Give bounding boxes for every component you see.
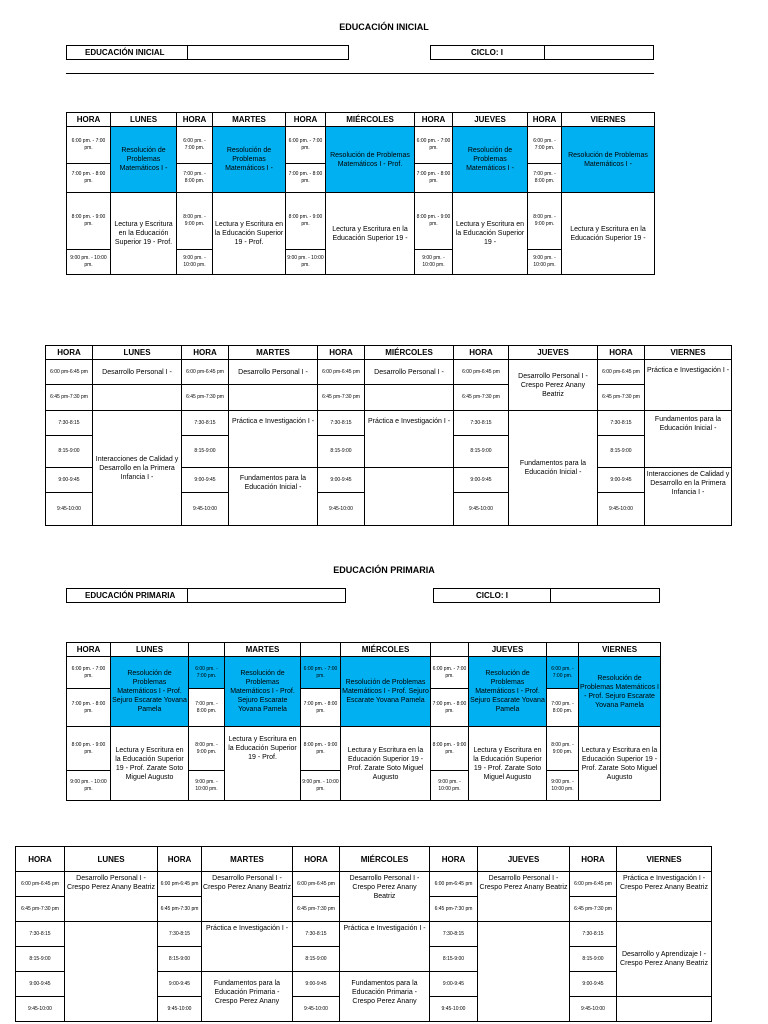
course-cell: Desarrollo Personal I - <box>365 360 454 385</box>
time-cell: 8:15-9:00 <box>570 947 617 972</box>
course-cell: Lectura y Escritura en la Educación Superior 19 - Prof. Zarate Soto Miguel Augusto <box>111 727 189 801</box>
col-header: HORA <box>598 346 645 360</box>
time-cell: 8:15-9:00 <box>46 436 93 468</box>
time-cell: 9:00-9:45 <box>318 468 365 493</box>
time-cell: 6:00 pm-6:45 pm <box>430 872 478 897</box>
col-header: HORA <box>16 847 65 872</box>
col-header: HORA <box>67 643 111 657</box>
time-cell: 6:00 pm. - 7:00 pm. <box>431 657 469 689</box>
col-header: HORA <box>454 346 509 360</box>
time-cell: 7:00 pm. - 8:00 pm. <box>189 689 225 727</box>
col-header: LUNES <box>65 847 158 872</box>
time-cell: 9:00 pm. - 10:00 pm. <box>286 250 326 275</box>
time-cell: 7:00 pm. - 8:00 pm. <box>547 689 579 727</box>
course-cell: Práctica e Investigación I - <box>202 922 293 972</box>
time-cell: 7:30-8:15 <box>598 411 645 436</box>
empty-cell <box>365 385 454 411</box>
time-cell: 6:00 pm-6:45 pm <box>158 872 202 897</box>
time-cell: 8:15-9:00 <box>598 436 645 468</box>
col-header: LUNES <box>111 113 177 127</box>
time-cell: 9:45-10:00 <box>158 997 202 1022</box>
col-header: HORA <box>430 847 478 872</box>
course-cell: Resolución de Problemas Matemáticos I - Prof. Sejuro Escarate Yovana Pamela <box>225 657 301 727</box>
time-cell: 6:00 pm. - 7:00 pm. <box>301 657 341 689</box>
time-cell: 8:00 pm. - 9:00 pm. <box>67 727 111 771</box>
col-header: VIERNES <box>617 847 712 872</box>
time-cell: 6:00 pm-6:45 pm <box>454 360 509 385</box>
time-cell: 6:00 pm-6:45 pm <box>16 872 65 897</box>
time-cell: 7:30-8:15 <box>293 922 340 947</box>
time-cell: 6:00 pm. - 7:00 pm. <box>415 127 453 164</box>
empty-cell <box>617 997 712 1022</box>
time-cell: 9:00-9:45 <box>158 972 202 997</box>
time-cell: 8:00 pm. - 9:00 pm. <box>415 193 453 250</box>
time-cell: 9:45-10:00 <box>570 997 617 1022</box>
empty-cell <box>478 922 570 1022</box>
program-value-box <box>187 588 346 603</box>
time-cell: 6:00 pm. - 7:00 pm. <box>286 127 326 164</box>
time-cell: 6:00 pm. - 7:00 pm. <box>547 657 579 689</box>
col-header: LUNES <box>111 643 189 657</box>
schedule-table-inicial-2 <box>45 345 732 526</box>
program-label-box: EDUCACIÓN PRIMARIA <box>66 588 188 603</box>
time-cell: 6:45 pm-7:30 pm <box>570 897 617 922</box>
time-cell: 6:00 pm. - 7:00 pm. <box>67 127 111 164</box>
col-header: VIERNES <box>562 113 655 127</box>
course-cell: Interacciones de Calidad y Desarrollo en la Primera Infancia I - <box>93 411 182 526</box>
program-value-box <box>187 45 349 60</box>
col-header: JUEVES <box>478 847 570 872</box>
course-cell: Lectura y Escritura en la Educación Superior 19 - <box>562 193 655 275</box>
time-cell: 9:45-10:00 <box>430 997 478 1022</box>
col-header <box>431 643 469 657</box>
time-cell: 6:00 pm-6:45 pm <box>598 360 645 385</box>
course-cell: Resolución de Problemas Matemáticos I - Prof. Sejuro Escarate Yovana Pamela <box>341 657 431 727</box>
time-cell: 6:45 pm-7:30 pm <box>598 385 645 411</box>
col-header: MIÉRCOLES <box>340 847 430 872</box>
course-cell: Resolución de Problemas Matemáticos I - <box>111 127 177 193</box>
time-cell: 8:15-9:00 <box>293 947 340 972</box>
course-cell: Desarrollo Personal I - Crespo Perez Anany Beatriz <box>478 872 570 922</box>
col-header <box>189 643 225 657</box>
time-cell: 9:00-9:45 <box>570 972 617 997</box>
time-cell: 9:00 pm. - 10:00 pm. <box>67 771 111 801</box>
time-cell: 9:00 pm. - 10:00 pm. <box>415 250 453 275</box>
col-header: VIERNES <box>645 346 732 360</box>
time-cell: 6:45 pm-7:30 pm <box>16 897 65 922</box>
col-header: VIERNES <box>579 643 661 657</box>
time-cell: 9:45-10:00 <box>16 997 65 1022</box>
time-cell: 9:00 pm. - 10:00 pm. <box>189 771 225 801</box>
section-title-inicial: EDUCACIÓN INICIAL <box>339 22 429 32</box>
time-cell: 7:00 pm. - 8:00 pm. <box>415 164 453 193</box>
col-header <box>547 643 579 657</box>
course-cell: Resolución de Problemas Matemáticos I - <box>213 127 286 193</box>
time-cell: 8:15-9:00 <box>454 436 509 468</box>
col-header: MARTES <box>225 643 301 657</box>
schedule-table-inicial-1 <box>66 112 655 275</box>
time-cell: 8:00 pm. - 9:00 pm. <box>286 193 326 250</box>
time-cell: 7:00 pm. - 8:00 pm. <box>286 164 326 193</box>
course-cell: Práctica e Investigación I - <box>340 922 430 972</box>
course-cell: Resolución de Problemas Matemáticos I - <box>453 127 528 193</box>
time-cell: 9:00-9:45 <box>454 468 509 493</box>
course-cell: Práctica e Investigación I - <box>365 411 454 468</box>
course-cell: Práctica e Investigación I - <box>645 360 732 411</box>
time-cell: 6:00 pm-6:45 pm <box>293 872 340 897</box>
course-cell: Lectura y Escritura en la Educación Superior 19 - Prof. <box>213 193 286 275</box>
time-cell: 6:45 pm-7:30 pm <box>318 385 365 411</box>
course-cell: Resolución de Problemas Matemáticos I - Prof. Sejuro Escarate Yovana Pamela <box>579 657 661 727</box>
col-header: HORA <box>528 113 562 127</box>
time-cell: 7:00 pm. - 8:00 pm. <box>67 164 111 193</box>
time-cell: 6:00 pm. - 7:00 pm. <box>189 657 225 689</box>
course-cell: Interacciones de Calidad y Desarrollo en la Primera Infancia I - <box>645 468 732 526</box>
empty-cell <box>365 468 454 526</box>
col-header: HORA <box>158 847 202 872</box>
ciclo-value-box <box>544 45 654 60</box>
time-cell: 7:00 pm. - 8:00 pm. <box>301 689 341 727</box>
time-cell: 8:15-9:00 <box>318 436 365 468</box>
program-label-box: EDUCACIÓN INICIAL <box>66 45 188 60</box>
section-title-primaria: EDUCACIÓN PRIMARIA <box>333 565 435 575</box>
course-cell: Práctica e Investigación I - <box>229 411 318 468</box>
course-cell: Desarrollo Personal I - Crespo Perez Anany Beatriz <box>65 872 158 922</box>
col-header: HORA <box>415 113 453 127</box>
time-cell: 8:15-9:00 <box>430 947 478 972</box>
course-cell: Fundamentos para la Educación Primaria - Crespo Perez Anany <box>202 972 293 1022</box>
ciclo-label-box: CICLO: I <box>430 45 545 60</box>
course-cell: Lectura y Escritura en la Educación Superior 19 - <box>453 193 528 275</box>
time-cell: 6:00 pm. - 7:00 pm. <box>528 127 562 164</box>
course-cell: Desarrollo y Aprendizaje I - Crespo Perez Anany Beatriz <box>617 922 712 997</box>
time-cell: 9:00 pm. - 10:00 pm. <box>301 771 341 801</box>
time-cell: 8:15-9:00 <box>158 947 202 972</box>
col-header: HORA <box>46 346 93 360</box>
time-cell: 9:00 pm. - 10:00 pm. <box>177 250 213 275</box>
time-cell: 7:30-8:15 <box>158 922 202 947</box>
col-header: JUEVES <box>509 346 598 360</box>
empty-cell <box>229 385 318 411</box>
col-header: MIÉRCOLES <box>365 346 454 360</box>
time-cell: 8:15-9:00 <box>182 436 229 468</box>
course-cell: Práctica e Investigación I - Crespo Perez Anany Beatriz <box>617 872 712 922</box>
schedule-table-primaria-1 <box>66 642 661 801</box>
col-header: HORA <box>293 847 340 872</box>
time-cell: 9:45-10:00 <box>46 493 93 526</box>
time-cell: 9:00 pm. - 10:00 pm. <box>547 771 579 801</box>
time-cell: 6:45 pm-7:30 pm <box>430 897 478 922</box>
course-cell: Fundamentos para la Educación Inicial - <box>509 411 598 526</box>
time-cell: 7:00 pm. - 8:00 pm. <box>528 164 562 193</box>
course-cell: Desarrollo Personal I - Crespo Perez Anany Beatriz <box>202 872 293 922</box>
ciclo-value-box <box>550 588 660 603</box>
ciclo-label-box: CICLO: I <box>433 588 551 603</box>
course-cell: Resolución de Problemas Matemáticos I - Prof. Sejuro Escarate Yovana Pamela <box>469 657 547 727</box>
empty-cell <box>65 922 158 1022</box>
time-cell: 8:00 pm. - 9:00 pm. <box>301 727 341 771</box>
time-cell: 7:30-8:15 <box>182 411 229 436</box>
time-cell: 7:30-8:15 <box>318 411 365 436</box>
time-cell: 8:00 pm. - 9:00 pm. <box>189 727 225 771</box>
course-cell: Desarrollo Personal I - Crespo Perez Anany Beatriz <box>509 360 598 411</box>
course-cell: Lectura y Escritura en la Educación Superior 19 - <box>326 193 415 275</box>
course-cell: Resolución de Problemas Matemáticos I - Prof. <box>326 127 415 193</box>
empty-cell <box>93 385 182 411</box>
col-header: MIÉRCOLES <box>326 113 415 127</box>
time-cell: 6:00 pm-6:45 pm <box>570 872 617 897</box>
course-cell: Resolución de Problemas Matemáticos I - <box>562 127 655 193</box>
col-header: MARTES <box>202 847 293 872</box>
col-header: HORA <box>177 113 213 127</box>
divider-line <box>66 73 654 74</box>
schedule-table-primaria-2 <box>15 846 712 1022</box>
col-header <box>301 643 341 657</box>
time-cell: 7:30-8:15 <box>46 411 93 436</box>
time-cell: 6:00 pm-6:45 pm <box>46 360 93 385</box>
time-cell: 9:00-9:45 <box>16 972 65 997</box>
course-cell: Desarrollo Personal I - <box>229 360 318 385</box>
course-cell: Fundamentos para la Educación Inicial - <box>229 468 318 526</box>
col-header: MARTES <box>229 346 318 360</box>
time-cell: 9:45-10:00 <box>318 493 365 526</box>
time-cell: 6:45 pm-7:30 pm <box>158 897 202 922</box>
time-cell: 9:45-10:00 <box>182 493 229 526</box>
time-cell: 7:00 pm. - 8:00 pm. <box>431 689 469 727</box>
time-cell: 9:00-9:45 <box>46 468 93 493</box>
time-cell: 8:00 pm. - 9:00 pm. <box>67 193 111 250</box>
col-header: HORA <box>286 113 326 127</box>
course-cell: Lectura y Escritura en la Educación Superior 19 - Prof. Zarate Soto Miguel Augusto <box>579 727 661 801</box>
time-cell: 6:00 pm-6:45 pm <box>318 360 365 385</box>
time-cell: 6:45 pm-7:30 pm <box>454 385 509 411</box>
course-cell: Resolución de Problemas Matemáticos I - Prof. Sejuro Escarate Yovana Pamela <box>111 657 189 727</box>
time-cell: 7:30-8:15 <box>570 922 617 947</box>
time-cell: 8:00 pm. - 9:00 pm. <box>431 727 469 771</box>
time-cell: 6:45 pm-7:30 pm <box>293 897 340 922</box>
course-cell: Lectura y Escritura en la Educación Superior 19 - Prof. <box>111 193 177 275</box>
col-header: JUEVES <box>453 113 528 127</box>
col-header: HORA <box>318 346 365 360</box>
time-cell: 8:15-9:00 <box>16 947 65 972</box>
time-cell: 7:30-8:15 <box>430 922 478 947</box>
time-cell: 7:30-8:15 <box>454 411 509 436</box>
col-header: LUNES <box>93 346 182 360</box>
col-header: JUEVES <box>469 643 547 657</box>
time-cell: 9:00-9:45 <box>430 972 478 997</box>
time-cell: 9:45-10:00 <box>454 493 509 526</box>
course-cell: Desarrollo Personal I - Crespo Perez Anany Beatriz <box>340 872 430 922</box>
course-cell: Fundamentos para la Educación Primaria - Crespo Perez Anany <box>340 972 430 1022</box>
time-cell: 9:45-10:00 <box>293 997 340 1022</box>
col-header: HORA <box>182 346 229 360</box>
col-header: MARTES <box>213 113 286 127</box>
time-cell: 8:00 pm. - 9:00 pm. <box>528 193 562 250</box>
time-cell: 6:45 pm-7:30 pm <box>182 385 229 411</box>
course-cell: Desarrollo Personal I - <box>93 360 182 385</box>
time-cell: 9:00-9:45 <box>182 468 229 493</box>
col-header: HORA <box>570 847 617 872</box>
time-cell: 7:30-8:15 <box>16 922 65 947</box>
course-cell: Lectura y Escritura en la Educación Superior 19 - Prof. Zarate Soto Miguel Augusto <box>341 727 431 801</box>
time-cell: 7:00 pm. - 8:00 pm. <box>177 164 213 193</box>
time-cell: 9:45-10:00 <box>598 493 645 526</box>
course-cell: Lectura y Escritura en la Educación Superior 19 - Prof. <box>225 727 301 801</box>
course-cell: Fundamentos para la Educación Inicial - <box>645 411 732 468</box>
time-cell: 9:00-9:45 <box>293 972 340 997</box>
time-cell: 9:00-9:45 <box>598 468 645 493</box>
time-cell: 6:00 pm. - 7:00 pm. <box>67 657 111 689</box>
time-cell: 6:00 pm. - 7:00 pm. <box>177 127 213 164</box>
time-cell: 8:00 pm. - 9:00 pm. <box>177 193 213 250</box>
course-cell: Lectura y Escritura en la Educación Superior 19 - Prof. Zarate Soto Miguel Augusto <box>469 727 547 801</box>
time-cell: 9:00 pm. - 10:00 pm. <box>528 250 562 275</box>
time-cell: 9:00 pm. - 10:00 pm. <box>67 250 111 275</box>
time-cell: 8:00 pm. - 9:00 pm. <box>547 727 579 771</box>
time-cell: 6:45 pm-7:30 pm <box>46 385 93 411</box>
col-header: HORA <box>67 113 111 127</box>
time-cell: 9:00 pm. - 10:00 pm. <box>431 771 469 801</box>
time-cell: 6:00 pm-6:45 pm <box>182 360 229 385</box>
col-header: MIÉRCOLES <box>341 643 431 657</box>
time-cell: 7:00 pm. - 8:00 pm. <box>67 689 111 727</box>
